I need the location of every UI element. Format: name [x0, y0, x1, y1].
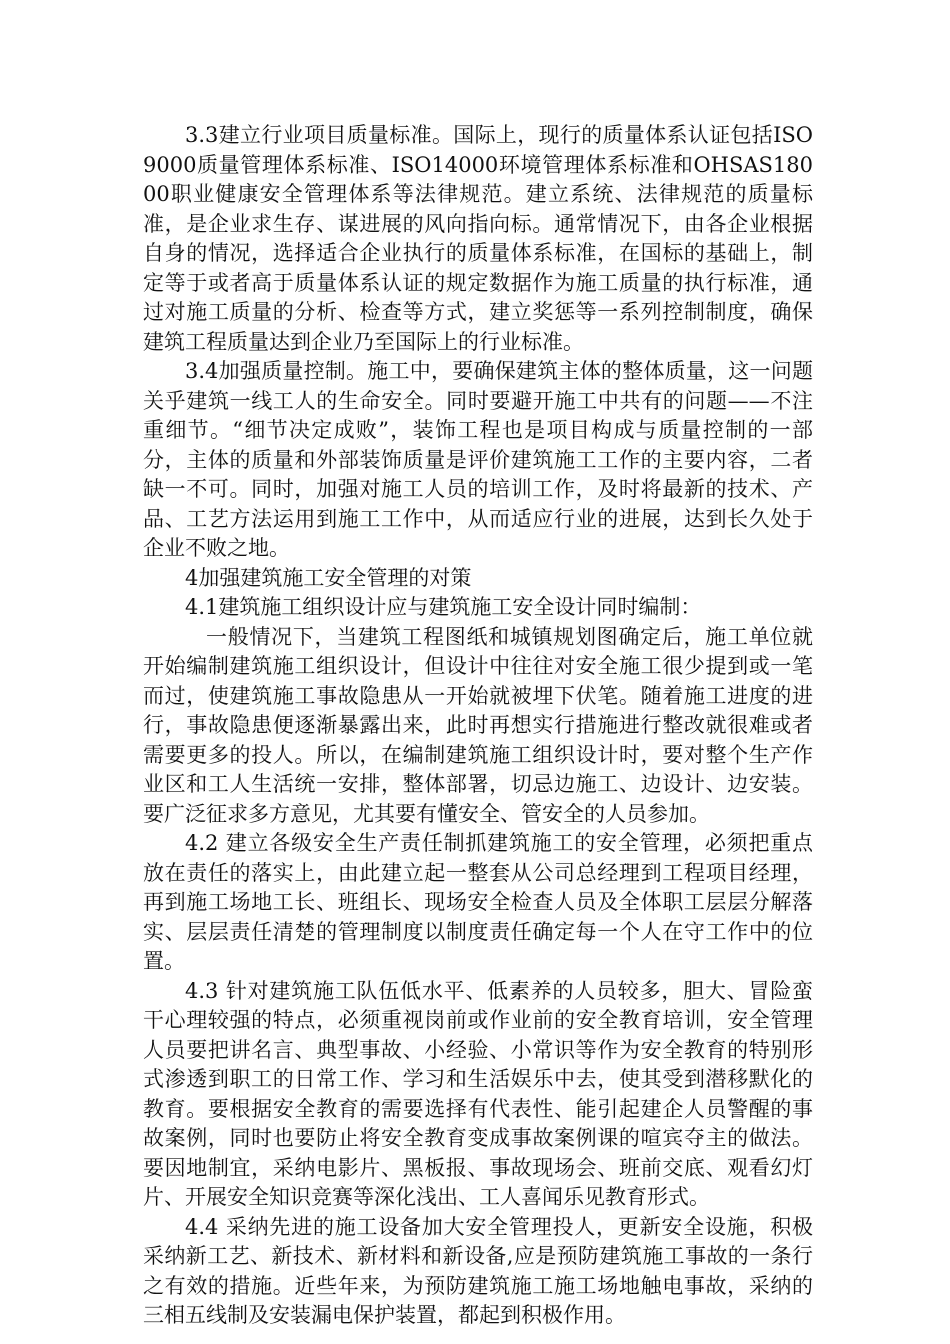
paragraph-3-4-quality-control: 3.4加强质量控制。施工中，要确保建筑主体的整体质量，这一问题关乎建筑一线工人的生命安全。同时要避开施工中共有的问题——不注重细节。“细节决定成败”，装饰工程也是项目构成与质量控制的一部分，主体的质量和外部装饰质量是评价建筑施工工作的主要内容，二者缺一不可。同时，加强对施工人员的培训工作，及时将最新的技术、产品、工艺方法运用到施工工作中，从而适应行业的进展，达到长久处于企业不败之地。 [143, 359, 813, 560]
document-body [143, 121, 813, 1331]
section-heading-4: 4加强建筑施工安全管理的对策 [185, 565, 472, 590]
paragraph-4-1-body: 一般情况下，当建筑工程图纸和城镇规划图确定后，施工单位就开始编制建筑施工组织设计，但设计中往往对安全施工很少提到或一笔而过，使建筑施工事故隐患从一开始就被埋下伏笔。随着施工进度的进行，事故隐患便逐渐暴露出来，此时再想实行措施进行整改就很难或者需要更多的投人。所以，在编制建筑施工组织设计时，要对整个生产作业区和工人生活统一安排，整体部署，切忌边施工、边设计、边安装。要广泛征求多方意见，尤其要有懂安全、管安全的人员参加。 [143, 624, 813, 826]
subsection-heading-4-1: 4.1建筑施工组织设计应与建筑施工安全设计同时编制： [185, 595, 702, 619]
paragraph-4-4-equipment: 4.4 采纳先进的施工设备加大安全管理投人，更新安全设施，积极采纳新工艺、新技术、新材料和新设备,应是预防建筑施工事故的一条行之有效的措施。近些年来，为预防建筑施工施工场地触电事故，采纳的三相五线制及安装漏电保护装置，都起到积极作用。 [143, 1214, 813, 1327]
paragraph-4-3-safety-education: 4.3 针对建筑施工队伍低水平、低素养的人员较多，胆大、冒险蛮干心理较强的特点，必须重视岗前或作业前的安全教育培训，安全管理人员要把讲名言、典型事故、小经验、小常识等作为安全教育的特别形式渗透到职工的日常工作、学习和生活娱乐中去，使其受到潜移默化的教育。要根据安全教育的需要选择有代表性、能引起建企人员警醒的事故案例，同时也要防止将安全教育变成事故案例课的喧宾夺主的做法。要因地制宜，采纳电影片、黑板报、事故现场会、班前交底、观看幻灯片、开展安全知识竞赛等深化浅出、工人喜闻乐见教育形式。 [143, 978, 813, 1209]
paragraph-3-3-quality-standards: 3.3建立行业项目质量标准。国际上，现行的质量体系认证包括ISO9000质量管理体系标准、ISO14000环境管理体系标准和OHSAS18000职业健康安全管理体系等法律规范。建立系统、法律规范的质量标准，是企业求生存、谋进展的风向指向标。通常情况下，由各企业根据自身的情况，选择适合企业执行的质量体系标准，在国标的基础上，制定等于或者高于质量体系认证的规定数据作为施工质量的执行标准，通过对施工质量的分析、检查等方式，建立奖惩等一系列控制制度，确保建筑工程质量达到企业乃至国际上的行业标准。 [143, 123, 813, 354]
paragraph-4-2-responsibility: 4.2 建立各级安全生产责任制抓建筑施工的安全管理，必须把重点放在责任的落实上，由此建立起一整套从公司总经理到工程项目经理，再到施工场地工长、班组长、现场安全检查人员及全体职工层层分解落实、层层责任清楚的管理制度以制度责任确定每一个人在守工作中的位置。 [143, 831, 813, 973]
